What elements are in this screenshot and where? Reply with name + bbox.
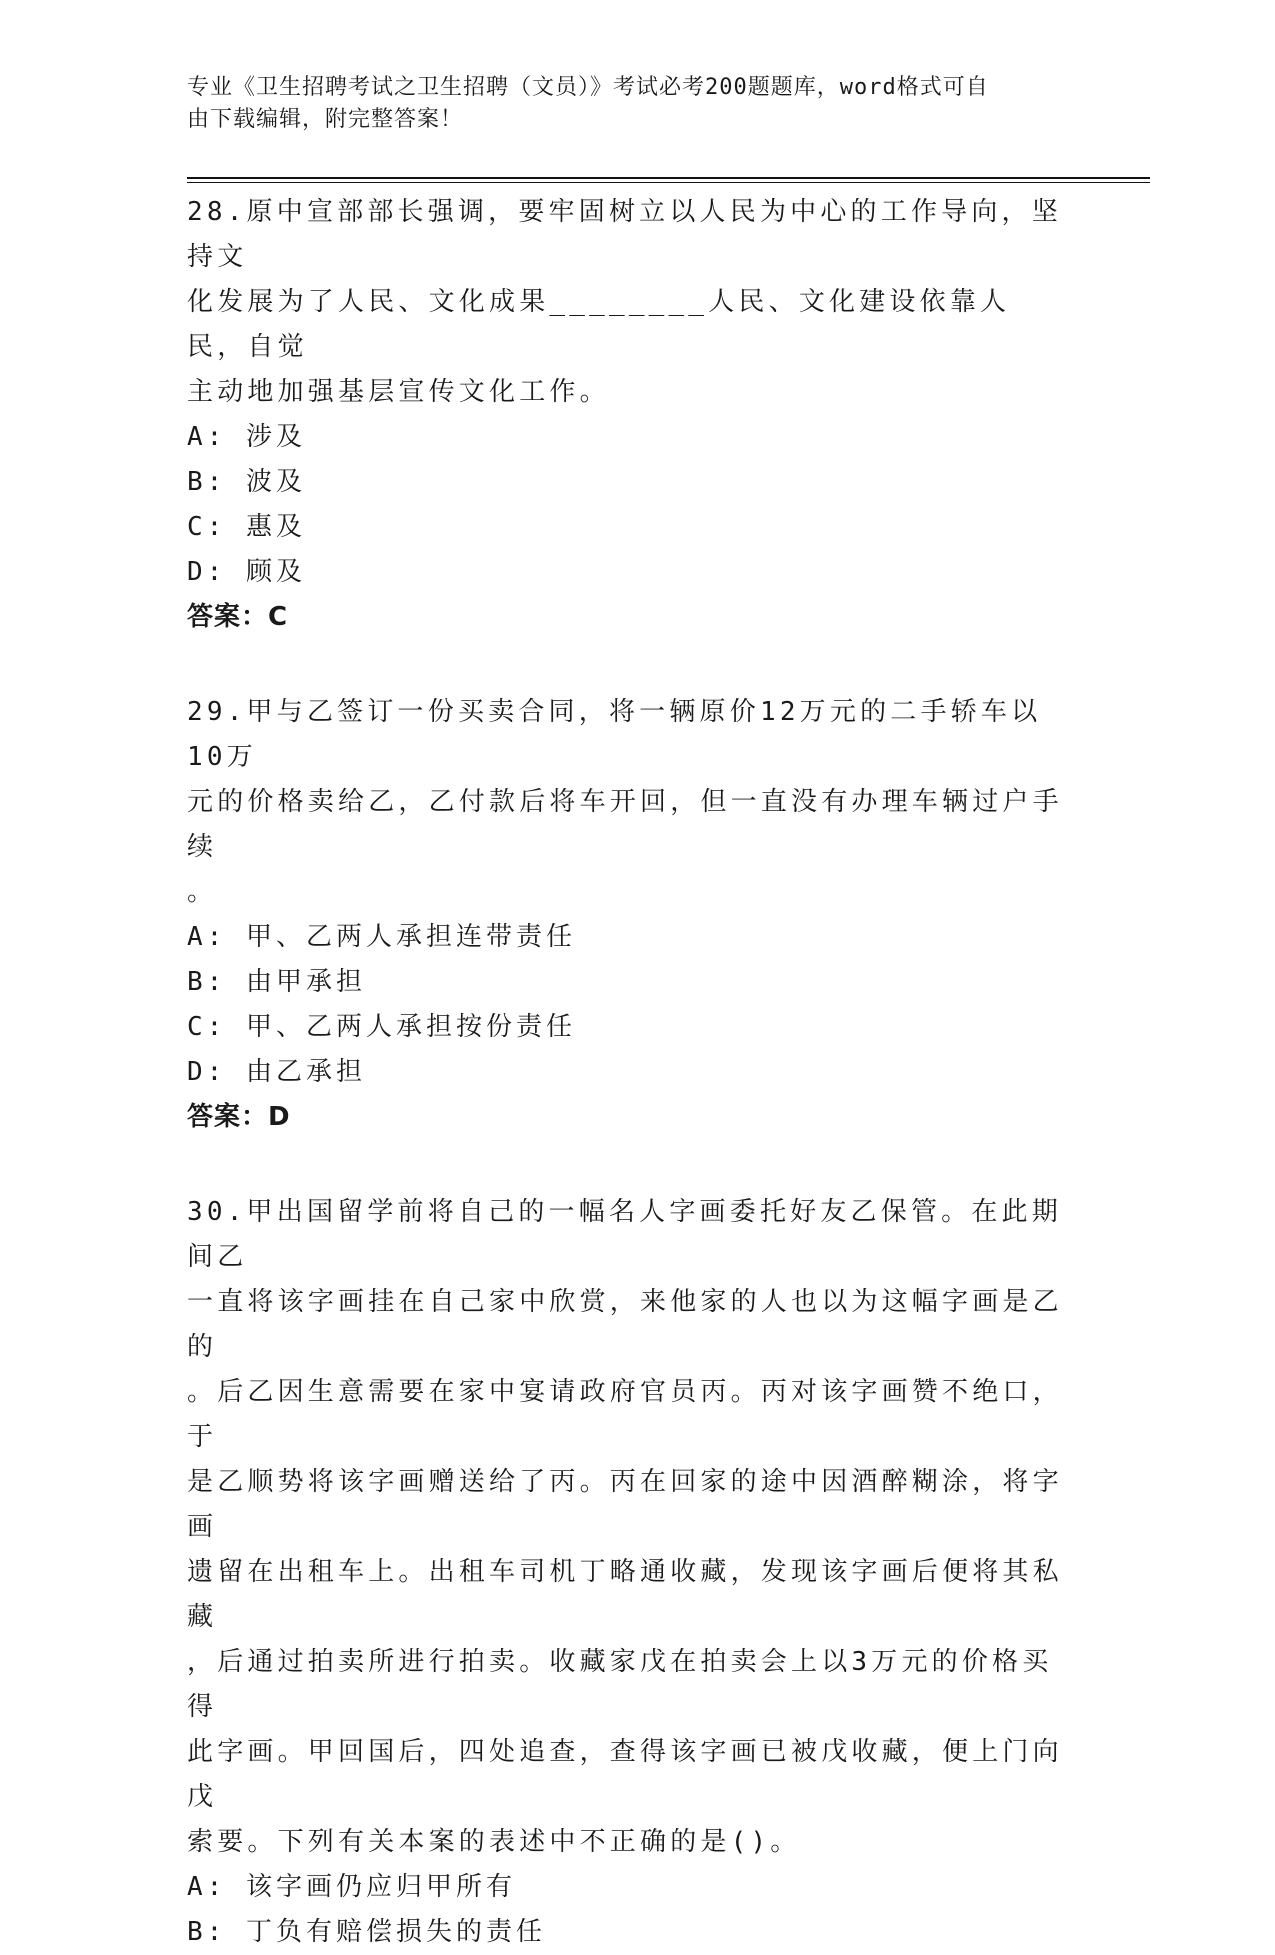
option-b: B: 丁负有赔偿损失的责任 [187,1917,546,1947]
question-29 [187,690,1067,1140]
question-stem-line: 索要。下列有关本案的表述中不正确的是()。 [187,1827,801,1857]
question-stem-line: 是乙顺势将该字画赠送给了丙。丙在回家的途中因酒醉糊涂，将字画 [187,1467,1063,1542]
answer-line: 答案：D [187,1102,291,1132]
option-d: D: 顾及 [187,557,306,587]
answer-line: 答案：C [187,602,289,632]
question-list [187,190,1067,1955]
option-b: B: 由甲承担 [187,967,366,997]
option-a: A: 涉及 [187,422,306,452]
header-line-1: 专业《卫生招聘考试之卫生招聘（文员）》考试必考200题题库，word格式可自 [187,75,989,100]
question-stem-line: 30.甲出国留学前将自己的一幅名人字画委托好友乙保管。在此期间乙 [187,1197,1062,1272]
header-line-2: 由下载编辑，附完整答案！ [187,107,464,132]
question-spacer [187,640,1067,690]
question-stem-line: ，后通过拍卖所进行拍卖。收藏家戊在拍卖会上以3万元的价格买得 [187,1647,1053,1722]
option-d: D: 由乙承担 [187,1057,366,1087]
question-28 [187,190,1067,640]
option-b: B: 波及 [187,467,306,497]
header-divider-thin [187,182,1150,183]
question-stem-line: 。 [187,877,218,907]
header-divider-thick [187,177,1150,179]
question-stem-line: 化发展为了人民、文化成果________人民、文化建设依靠人民，自觉 [187,287,1011,362]
question-stem-line: 元的价格卖给乙，乙付款后将车开回，但一直没有办理车辆过户手续 [187,787,1063,862]
question-30 [187,1190,1067,1955]
question-stem-line: 遗留在出租车上。出租车司机丁略通收藏，发现该字画后便将其私藏 [187,1557,1063,1632]
question-stem-line: 主动地加强基层宣传文化工作。 [187,377,610,407]
option-a: A: 该字画仍应归甲所有 [187,1872,516,1902]
question-stem-line: 。后乙因生意需要在家中宴请政府官员丙。丙对该字画赞不绝口，于 [187,1377,1063,1452]
question-stem-line: 此字画。甲回国后，四处追查，查得该字画已被戊收藏，便上门向戊 [187,1737,1063,1812]
question-stem-line: 29.甲与乙签订一份买卖合同，将一辆原价12万元的二手轿车以10万 [187,697,1042,772]
question-stem-line: 28.原中宣部部长强调，要牢固树立以人民为中心的工作导向，坚持文 [187,197,1062,272]
option-c: C: 惠及 [187,512,306,542]
option-a: A: 甲、乙两人承担连带责任 [187,922,576,952]
option-c: C: 甲、乙两人承担按份责任 [187,1012,576,1042]
question-spacer [187,1140,1067,1190]
document-header [187,72,1067,136]
question-stem-line: 一直将该字画挂在自己家中欣赏，来他家的人也以为这幅字画是乙的 [187,1287,1063,1362]
